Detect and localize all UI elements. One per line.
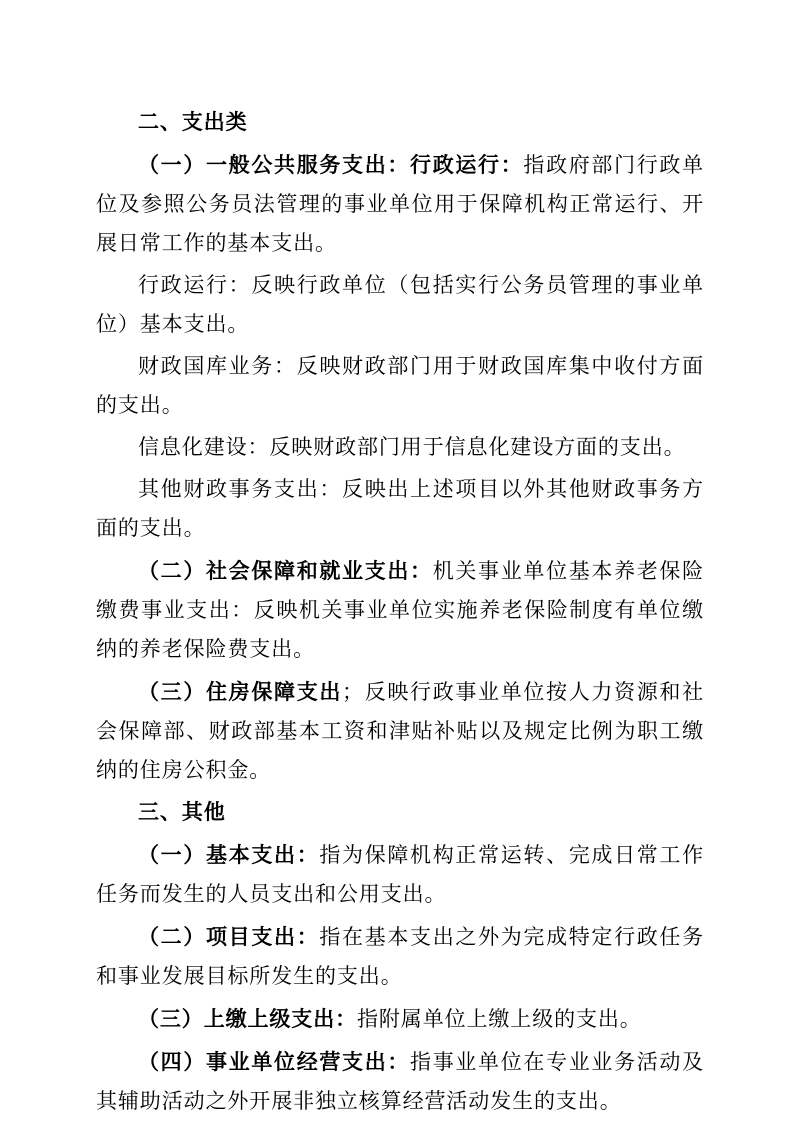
document-body (96, 103, 704, 1121)
paragraph-admin-operation: 行政运行：反映行政单位（包括实行公务员管理的事业单位）基本支出。 (96, 273, 704, 336)
paragraph-informatization: 信息化建设：反映财政部门用于信息化建设方面的支出。 (138, 435, 686, 459)
paragraph-social-security (96, 551, 704, 669)
paragraph-text: 指为保障机构正常运转、完成日常工作任务而发生的人员支出和公用支出。 (96, 843, 704, 906)
section-heading-expenditure: 二、支出类 (138, 110, 248, 134)
paragraph-label: （三）上缴上级支出： (138, 1006, 357, 1031)
paragraph-business-expenditure (96, 1042, 704, 1121)
section-heading-other: 三、其他 (138, 800, 226, 824)
paragraph-text: 指附属单位上缴上级的支出。 (357, 1007, 642, 1031)
paragraph-treasury-business: 财政国库业务：反映财政部门用于财政国库集中收付方面的支出。 (96, 354, 704, 417)
paragraph-other-finance: 其他财政事务支出：反映出上述项目以外其他财政事务方面的支出。 (96, 477, 704, 540)
paragraph-label: （一）一般公共服务支出：行政运行： (138, 152, 524, 177)
paragraph-project-expenditure (96, 917, 704, 996)
paragraph-text: 机关事业单位基本养老保险缴费事业支出：反映机关事业单位实施养老保险制度有单位缴纳的养老保险费支出。 (96, 559, 704, 661)
paragraph-label: （二）社会保障和就业支出： (138, 558, 433, 583)
paragraph-remittance-expenditure (96, 999, 704, 1039)
paragraph-label: （二）项目支出： (138, 924, 320, 949)
paragraph-label: （三）住房保障支出 (138, 679, 343, 704)
paragraph-housing-security (96, 672, 704, 790)
paragraph-label: （四）事业单位经营支出： (138, 1049, 411, 1074)
paragraph-label: （一）基本支出： (138, 842, 320, 867)
paragraph-text: ；反映行政事业单位按人力资源和社会保障部、财政部基本工资和津贴补贴以及规定比例为职工缴纳的住房公积金。 (96, 680, 704, 782)
paragraph-text: 指政府部门行政单位及参照公务员法管理的事业单位用于保障机构正常运行、开展日常工作的基本支出。 (96, 153, 704, 255)
paragraph-basic-expenditure (96, 835, 704, 914)
paragraph-text: 指事业单位在专业业务活动及其辅助活动之外开展非独立核算经营活动发生的支出。 (96, 1050, 704, 1113)
paragraph-general-public-services (96, 145, 704, 263)
paragraph-text: 指在基本支出之外为完成特定行政任务和事业发展目标所发生的支出。 (96, 925, 704, 988)
